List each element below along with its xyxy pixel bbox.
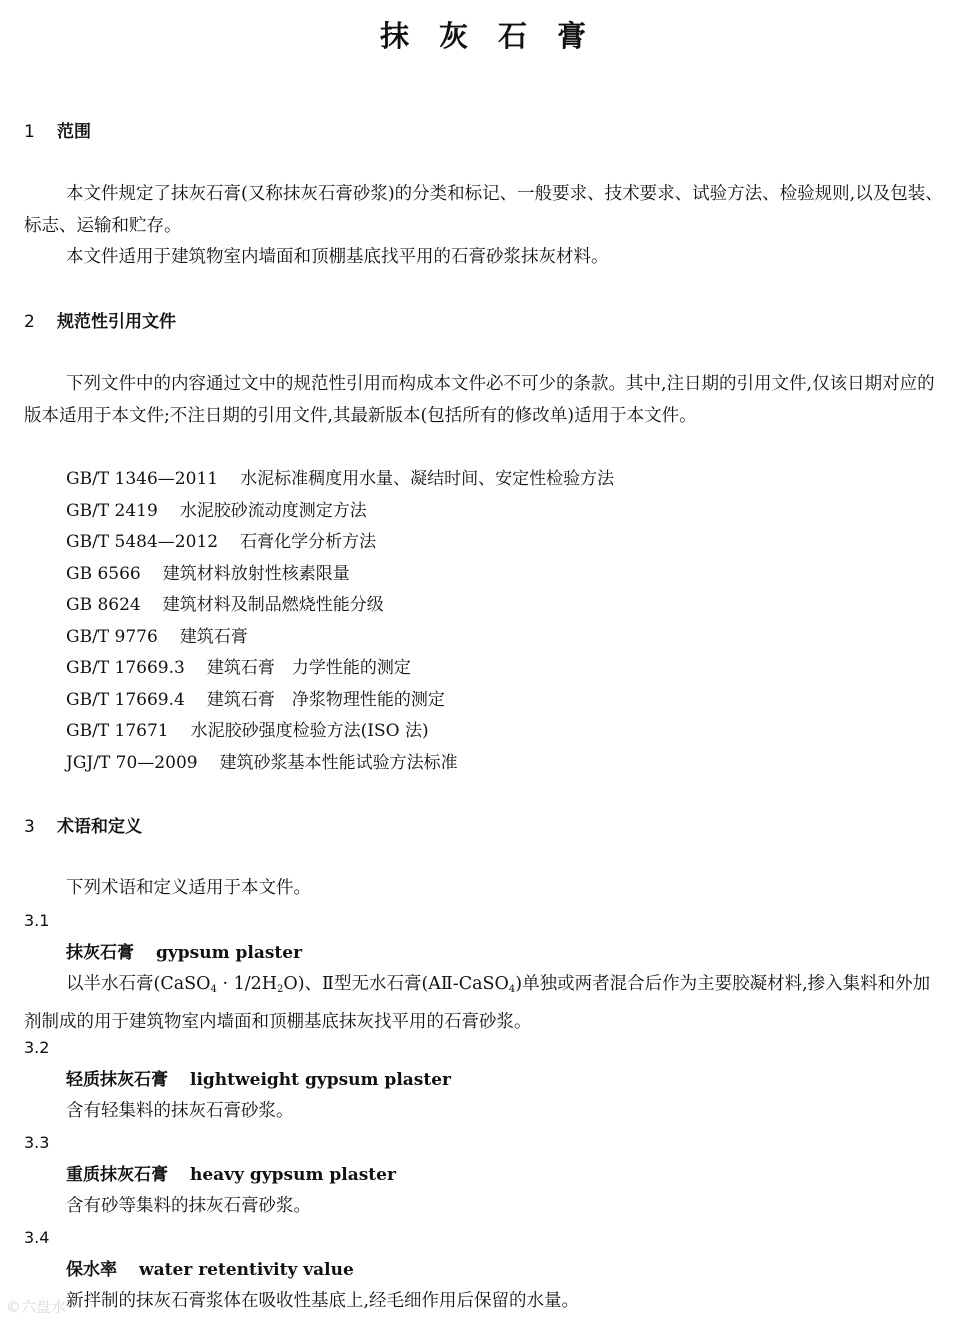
term-en: heavy gypsum plaster [190,1165,396,1185]
term-en: lightweight gypsum plaster [190,1070,451,1090]
reference-code: GB/T 5484—2012 [66,532,219,552]
reference-title: 水泥胶砂强度检验方法(ISO 法) [190,721,429,741]
terms-intro: 下列术语和定义适用于本文件。 [66,878,311,898]
reference-code: GB/T 9776 [66,627,158,647]
reference-item [66,530,376,554]
reference-code: GB/T 2419 [66,501,158,521]
term-en: gypsum plaster [156,943,303,963]
term-number: 3.2 [24,1038,50,1057]
section-title: 范围 [57,122,91,142]
reference-title: 建筑石膏 力学性能的测定 [206,658,411,678]
document-title: 抹灰石膏 [379,19,616,53]
section-title: 规范性引用文件 [57,312,176,332]
watermark-icon: © [6,1298,21,1316]
section-number: 1 [24,122,35,142]
reference-code: GB/T 17669.4 [66,690,185,710]
term-definition: 新拌制的抹灰石膏浆体在吸收性基底上,经毛细作用后保留的水量。 [66,1291,580,1311]
reference-title: 石膏化学分析方法 [240,532,377,552]
reference-code: GB/T 17669.3 [66,658,185,678]
reference-title: 建筑材料放射性核素限量 [162,564,350,584]
term-definition: 以半水石膏(CaSO$_4$ · $1/2H_2O$)、Ⅱ型无水石膏(AⅡ-CaSO$_4$)单独或两者混合后作为主要胶凝材料,掺入集料和外加剂制成的用于建筑物室内墙面和顶棚基底抹灰找平用的石膏砂浆。 [24,974,931,1032]
watermark: ©六盘水 [6,1298,67,1316]
reference-code: GB/T 17671 [66,721,169,741]
normative-references-intro: 下列文件中的内容通过文中的规范性引用而构成本文件必不可少的条款。其中,注日期的引用文件,仅该日期对应的版本适用于本文件;不注日期的引用文件,其最新版本(包括所有的修改单)适用于本文件。 [24,374,935,426]
reference-item [66,562,350,586]
term-number: 3.1 [24,911,50,930]
section-2-heading [24,310,176,334]
reference-item [66,593,384,617]
reference-item [66,719,429,743]
term-en: water retentivity value [139,1260,354,1280]
reference-item [66,499,367,523]
reference-title: 建筑石膏 净浆物理性能的测定 [206,690,445,710]
reference-item [66,688,445,712]
term-number: 3.4 [24,1228,50,1247]
scope-paragraph-1: 本文件规定了抹灰石膏(又称抹灰石膏砂浆)的分类和标记、一般要求、技术要求、试验方法、检验规则,以及包装、标志、运输和贮存。 [24,184,943,236]
section-number: 3 [24,817,35,837]
reference-item [66,467,614,491]
reference-item [66,625,248,649]
reference-item [66,751,458,775]
section-1-heading [24,120,91,144]
term-heading [66,941,302,965]
reference-code: GB/T 1346—2011 [66,469,219,489]
reference-title: 水泥胶砂流动度测定方法 [179,501,367,521]
reference-code: GB 8624 [66,595,141,615]
term-heading [66,1258,354,1282]
term-zh: 重质抹灰石膏 [66,1165,168,1185]
section-3-heading [24,815,142,839]
term-heading [66,1068,451,1092]
term-definition: 含有轻集料的抹灰石膏砂浆。 [66,1101,294,1121]
section-number: 2 [24,312,35,332]
term-definition: 含有砂等集料的抹灰石膏砂浆。 [66,1196,311,1216]
term-number: 3.3 [24,1133,50,1152]
term-zh: 保水率 [66,1260,117,1280]
reference-title: 建筑材料及制品燃烧性能分级 [162,595,384,615]
reference-title: 建筑石膏 [179,627,248,647]
scope-paragraph-2: 本文件适用于建筑物室内墙面和顶棚基底找平用的石膏砂浆抹灰材料。 [66,247,609,267]
reference-title: 水泥标准稠度用水量、凝结时间、安定性检验方法 [240,469,615,489]
reference-code: JGJ/T 70—2009 [66,753,198,773]
term-heading [66,1163,396,1187]
section-title: 术语和定义 [57,817,142,837]
reference-item [66,656,411,680]
reference-title: 建筑砂浆基本性能试验方法标准 [219,753,458,773]
term-zh: 轻质抹灰石膏 [66,1070,168,1090]
reference-code: GB 6566 [66,564,141,584]
term-zh: 抹灰石膏 [66,943,134,963]
